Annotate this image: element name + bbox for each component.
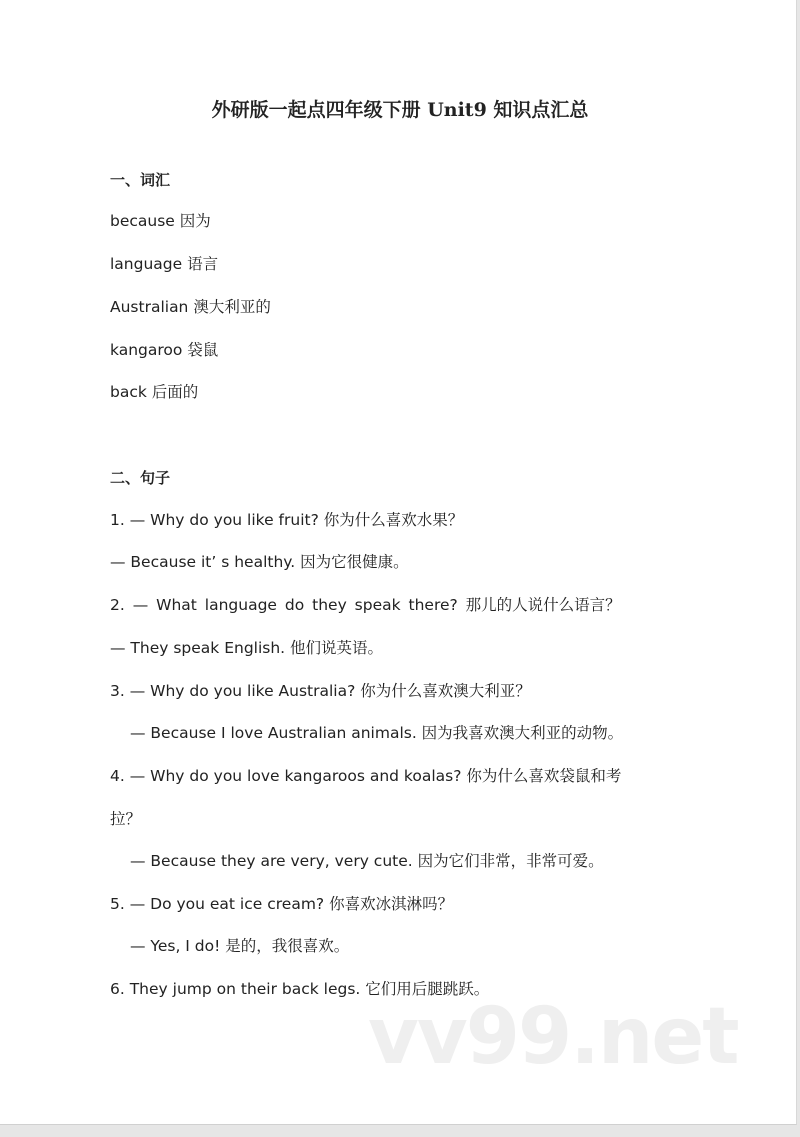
sentence-line: 1. — Why do you like fruit? 你为什么喜欢水果？	[110, 511, 464, 529]
watermark: vv99.net	[368, 992, 738, 1082]
page-title: 外研版一起点四年级下册 Unit9 知识点汇总	[211, 99, 589, 121]
sentence-line: 2. — What language do they speak there? 那儿的人说什么语言？	[110, 596, 621, 614]
sentence-line: 5. — Do you eat ice cream? 你喜欢冰淇淋吗？	[110, 895, 454, 913]
vocab-item: kangaroo 袋鼠	[110, 341, 219, 359]
sentence-line: 4. — Why do you love kangaroos and koalas? 你为什么喜欢袋鼠和考	[110, 767, 622, 785]
vocab-item: Australian 澳大利亚的	[110, 298, 271, 316]
vocab-item: language 语言	[110, 255, 219, 273]
sentence-line: 3. — Why do you like Australia? 你为什么喜欢澳大利亚？	[110, 682, 531, 700]
sentence-line: — Yes, I do! 是的，我很喜欢。	[130, 937, 350, 955]
sentence-line: — Because they are very, very cute. 因为它们非常，非常可爱。	[130, 852, 604, 870]
vocab-item: back 后面的	[110, 383, 199, 401]
vocab-item: because 因为	[110, 212, 211, 230]
sentence-line: — Because it’ s healthy. 因为它很健康。	[110, 553, 409, 571]
section-heading-vocabulary: 一、词汇	[110, 171, 171, 189]
sentence-line: 6. They jump on their back legs. 它们用后腿跳跃。	[110, 980, 490, 998]
section-heading-sentences: 二、句子	[110, 469, 171, 487]
sentence-line: 拉？	[110, 810, 142, 828]
sentence-line: — They speak English. 他们说英语。	[110, 639, 384, 657]
sentence-line: — Because I love Australian animals. 因为我喜欢澳大利亚的动物。	[130, 724, 624, 742]
